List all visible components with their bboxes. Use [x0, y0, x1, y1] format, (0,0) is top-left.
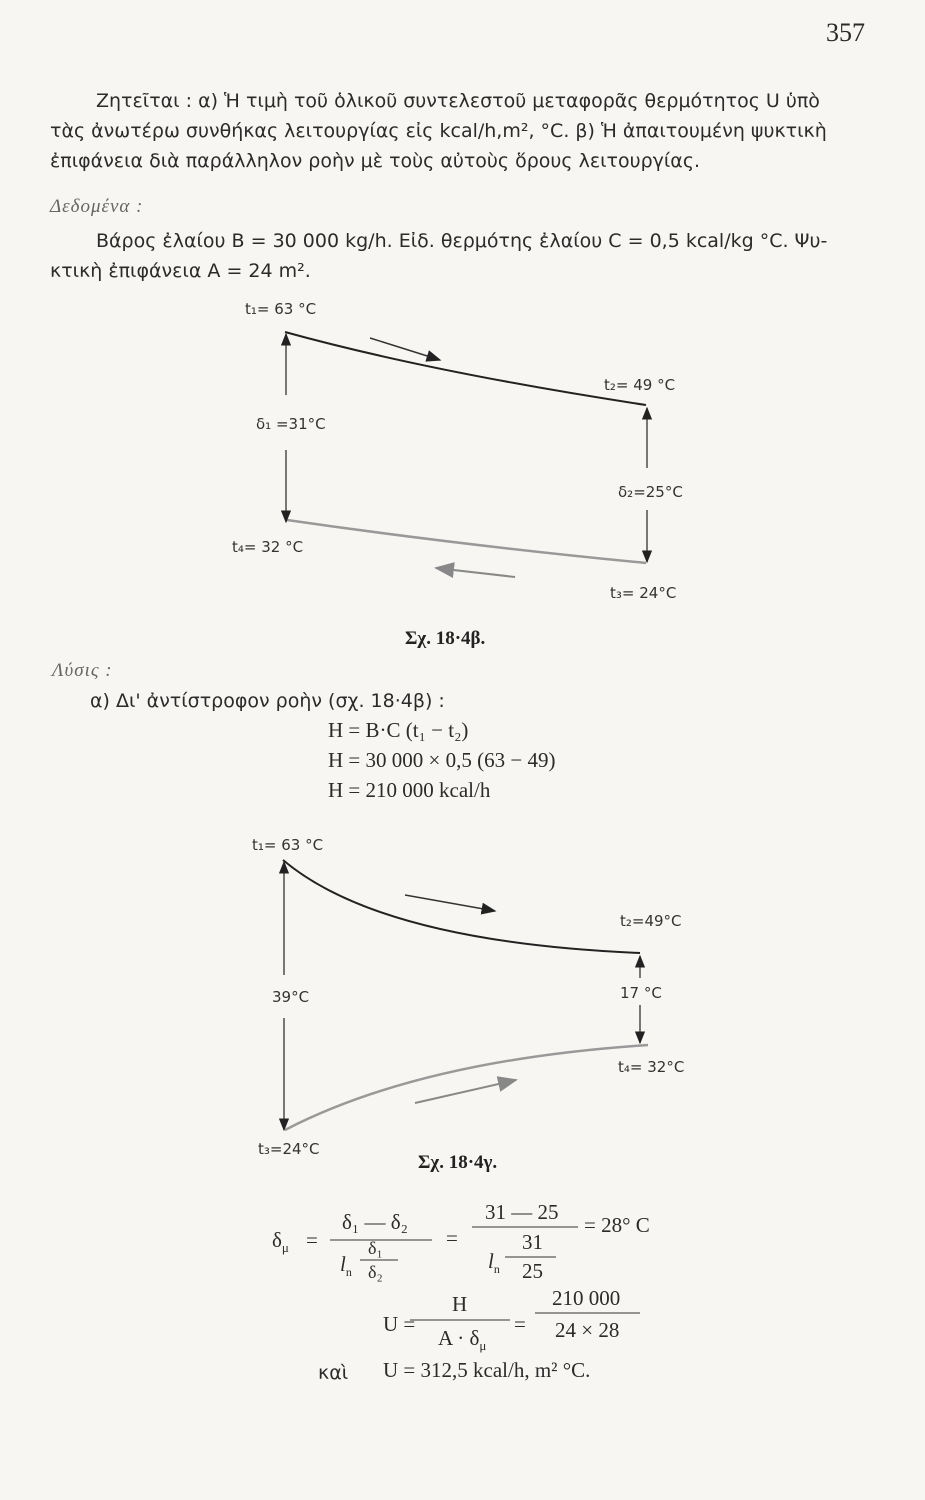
fraction2-inner-bottom: 25 — [522, 1259, 543, 1283]
cold-curve-1 — [287, 520, 646, 563]
delta-m-result: = 28° C — [584, 1213, 650, 1237]
u-fraction-numerator: H — [452, 1292, 468, 1316]
fraction2-ln: $l_n$ — [488, 1249, 500, 1277]
fig2-t2-label: t₂=49°C — [620, 912, 682, 930]
fig1-t2-label: t₂= 49 °C — [604, 376, 676, 394]
page-number: 357 — [826, 18, 865, 47]
cold-curve-2 — [285, 1045, 648, 1130]
fraction1-numerator: δ₁ — δ₂ — [342, 1210, 408, 1234]
heat-eq-2: H = 30 000 × 0,5 (63 − 49) — [328, 748, 556, 772]
flow-arrow-cold-1 — [436, 568, 515, 577]
fig1-t4-label: t₄= 32 °C — [232, 538, 304, 556]
fraction1-inner-top: δ₁ — [368, 1238, 383, 1258]
heat-eq-3: H = 210 000 kcal/h — [328, 778, 491, 802]
given-line-1: Βάρος ἐλαίου B = 30 000 kg/h. Εἰδ. θερμότης ἐλαίου C = 0,5 kcal/kg °C. Ψυ- — [96, 230, 828, 252]
fig2-t1-label: t₁= 63 °C — [252, 836, 324, 854]
hot-curve-1 — [285, 332, 646, 405]
equals-3: = — [514, 1312, 526, 1336]
fig2-caption: Σχ. 18·4γ. — [418, 1152, 498, 1173]
solution-heading: Λύσις : — [52, 660, 113, 681]
intro-line-3: ἐπιφάνεια διὰ παράλληλον ροὴν μὲ τοὺς αὐτοὺς ὅρους λειτουργίας. — [50, 150, 701, 172]
hot-curve-2 — [283, 860, 640, 953]
fig2-left-diff-label: 39°C — [272, 988, 310, 1006]
fig1-t3-label: t₃= 24°C — [610, 584, 677, 602]
given-line-2: κτικὴ ἐπιφάνεια A = 24 m². — [50, 260, 311, 282]
flow-arrow-cold-2 — [415, 1080, 516, 1103]
fig2-right-diff-label: 17 °C — [620, 984, 662, 1002]
fig1-delta1-label: δ₁ =31°C — [256, 415, 326, 433]
u-value-numerator: 210 000 — [552, 1286, 621, 1310]
fig2-t3-label: t₃=24°C — [258, 1140, 320, 1158]
intro-line-2: τὰς ἀνωτέρω συνθήκας λειτουργίας εἰς kcal/h,m², °C. β) Ἡ ἀπαιτουμένη ψυκτικὴ — [50, 120, 827, 142]
equals-2: = — [446, 1226, 458, 1250]
fig1-delta2-label: δ₂=25°C — [618, 483, 683, 501]
fraction1-ln: $l_n$ — [340, 1252, 352, 1280]
flow-arrow-hot-2 — [405, 895, 495, 911]
delta-m-symbol: $\delta_\mu$ — [272, 1228, 289, 1256]
fraction1-inner-bottom: δ₂ — [368, 1262, 383, 1282]
final-result: U = 312,5 kcal/h, m² °C. — [383, 1358, 591, 1382]
u-fraction-denominator: $A \cdot \delta_\mu$ — [438, 1326, 487, 1354]
fraction2-inner-top: 31 — [522, 1230, 543, 1254]
equals-1: = — [306, 1228, 318, 1252]
fraction2-numerator: 31 — 25 — [485, 1200, 559, 1224]
kai-word: καὶ — [318, 1362, 349, 1384]
solution-a-line: α) Δι' ἀντίστροφον ροὴν (σχ. 18·4β) : — [90, 690, 445, 712]
u-value-denominator: 24 × 28 — [555, 1318, 620, 1342]
fig1-caption: Σχ. 18·4β. — [405, 628, 486, 649]
fig2-t4-label: t₄= 32°C — [618, 1058, 685, 1076]
heat-eq-1: H = B·C (t₁ − t₂) — [328, 718, 469, 742]
intro-line-1: Ζητεῖται : α) Ἡ τιμὴ τοῦ ὁλικοῦ συντελεστοῦ μεταφορᾶς θερμότητος U ὑπὸ — [96, 90, 820, 112]
given-heading: Δεδομένα : — [50, 196, 144, 217]
u-lhs: U = — [383, 1312, 416, 1336]
fig1-t1-label: t₁= 63 °C — [245, 300, 317, 318]
